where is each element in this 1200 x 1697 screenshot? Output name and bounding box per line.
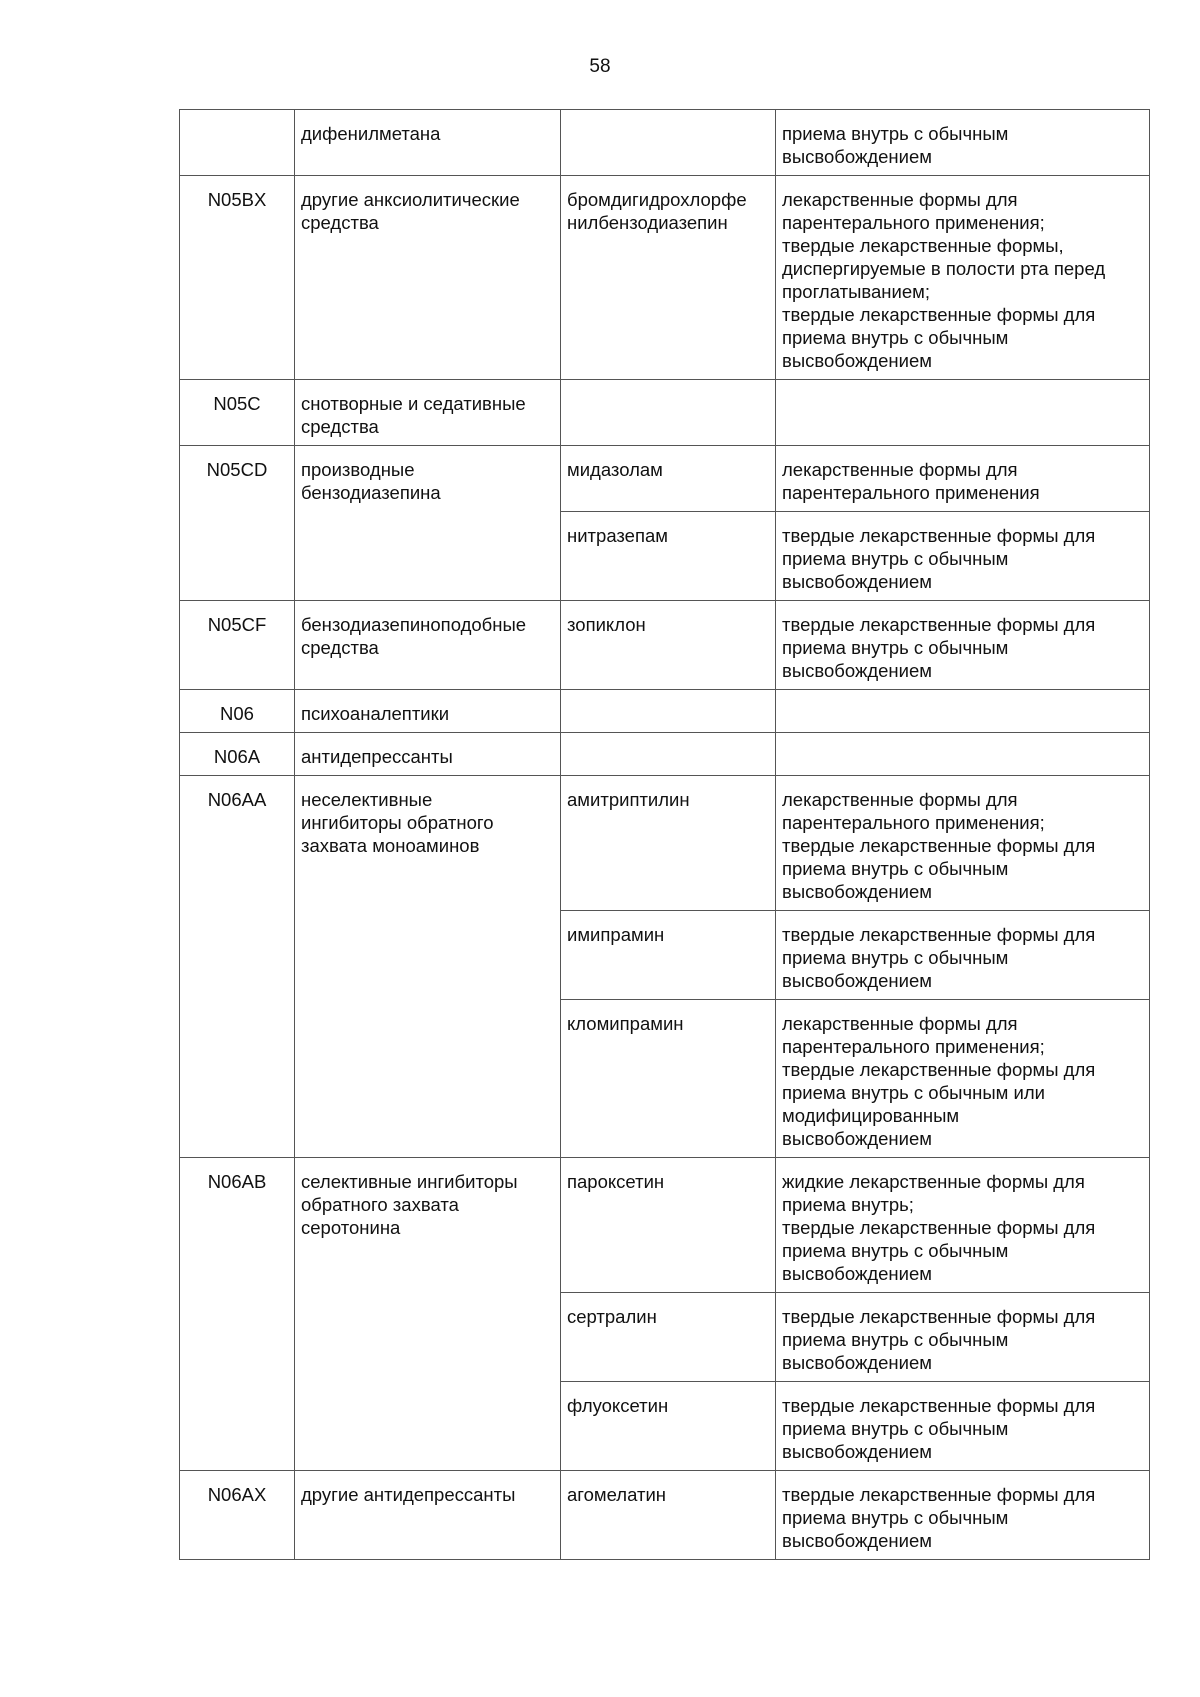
dosage-form-cell: твердые лекарственные формы для приема внутрь с обычным высвобождением bbox=[776, 1471, 1150, 1560]
atc-code-cell: N06A bbox=[180, 733, 295, 776]
table-row bbox=[180, 601, 1150, 690]
dosage-form-cell: лекарственные формы для парентерального применения bbox=[776, 446, 1150, 512]
drug-name-cell bbox=[561, 733, 776, 776]
group-name-cell: бензодиазепиноподобные средства bbox=[295, 601, 561, 690]
table-row bbox=[180, 176, 1150, 380]
group-name-cell: психоаналептики bbox=[295, 690, 561, 733]
table-row bbox=[180, 1158, 1150, 1293]
atc-code-cell: N05CD bbox=[180, 446, 295, 601]
drug-name-cell: нитразепам bbox=[561, 512, 776, 601]
dosage-form-cell bbox=[776, 690, 1150, 733]
table-row bbox=[180, 110, 1150, 176]
table-row bbox=[180, 733, 1150, 776]
dosage-form-cell: лекарственные формы для парентерального применения; твердые лекарственные формы для приема внутрь с обычным или модифицированным высвобождением bbox=[776, 1000, 1150, 1158]
drug-name-cell: кломипрамин bbox=[561, 1000, 776, 1158]
table-row bbox=[180, 690, 1150, 733]
group-name-cell: другие антидепрессанты bbox=[295, 1471, 561, 1560]
table-row bbox=[180, 1471, 1150, 1560]
atc-code-cell: N05CF bbox=[180, 601, 295, 690]
drug-name-cell: бромдигидрохлорфе нилбензодиазепин bbox=[561, 176, 776, 380]
group-name-cell: неселективные ингибиторы обратного захвата моноаминов bbox=[295, 776, 561, 1158]
drug-name-cell bbox=[561, 380, 776, 446]
dosage-form-cell: твердые лекарственные формы для приема внутрь с обычным высвобождением bbox=[776, 512, 1150, 601]
atc-code-cell: N06AA bbox=[180, 776, 295, 1158]
table-row bbox=[180, 380, 1150, 446]
group-name-cell: снотворные и седативные средства bbox=[295, 380, 561, 446]
drug-name-cell: агомелатин bbox=[561, 1471, 776, 1560]
group-name-cell: дифенилметана bbox=[295, 110, 561, 176]
dosage-form-cell: лекарственные формы для парентерального применения; твердые лекарственные формы, диспергируемые в полости рта перед проглатыванием; твердые лекарственные формы для приема внутрь с обычным высвобождением bbox=[776, 176, 1150, 380]
dosage-form-cell: твердые лекарственные формы для приема внутрь с обычным высвобождением bbox=[776, 911, 1150, 1000]
group-name-cell: антидепрессанты bbox=[295, 733, 561, 776]
atc-code-cell: N05C bbox=[180, 380, 295, 446]
dosage-form-cell: твердые лекарственные формы для приема внутрь с обычным высвобождением bbox=[776, 1293, 1150, 1382]
atc-code-cell: N06AX bbox=[180, 1471, 295, 1560]
table-row bbox=[180, 776, 1150, 911]
group-name-cell: селективные ингибиторы обратного захвата серотонина bbox=[295, 1158, 561, 1471]
drug-name-cell: имипрамин bbox=[561, 911, 776, 1000]
dosage-form-cell: твердые лекарственные формы для приема внутрь с обычным высвобождением bbox=[776, 1382, 1150, 1471]
drug-name-cell: амитриптилин bbox=[561, 776, 776, 911]
drug-name-cell: пароксетин bbox=[561, 1158, 776, 1293]
drug-table bbox=[179, 109, 1150, 1560]
group-name-cell: другие анксиолитические средства bbox=[295, 176, 561, 380]
dosage-form-cell bbox=[776, 380, 1150, 446]
drug-name-cell: мидазолам bbox=[561, 446, 776, 512]
drug-table-body bbox=[180, 110, 1150, 1560]
table-row bbox=[180, 446, 1150, 512]
dosage-form-cell: жидкие лекарственные формы для приема внутрь; твердые лекарственные формы для приема внутрь с обычным высвобождением bbox=[776, 1158, 1150, 1293]
drug-name-cell: флуоксетин bbox=[561, 1382, 776, 1471]
dosage-form-cell: лекарственные формы для парентерального применения; твердые лекарственные формы для приема внутрь с обычным высвобождением bbox=[776, 776, 1150, 911]
drug-name-cell: сертралин bbox=[561, 1293, 776, 1382]
atc-code-cell: N06AB bbox=[180, 1158, 295, 1471]
atc-code-cell: N05BX bbox=[180, 176, 295, 380]
dosage-form-cell bbox=[776, 733, 1150, 776]
group-name-cell: производные бензодиазепина bbox=[295, 446, 561, 601]
dosage-form-cell: твердые лекарственные формы для приема внутрь с обычным высвобождением bbox=[776, 601, 1150, 690]
dosage-form-cell: приема внутрь с обычным высвобождением bbox=[776, 110, 1150, 176]
atc-code-cell bbox=[180, 110, 295, 176]
drug-name-cell bbox=[561, 110, 776, 176]
page-number: 58 bbox=[589, 56, 611, 77]
atc-code-cell: N06 bbox=[180, 690, 295, 733]
drug-name-cell: зопиклон bbox=[561, 601, 776, 690]
drug-name-cell bbox=[561, 690, 776, 733]
